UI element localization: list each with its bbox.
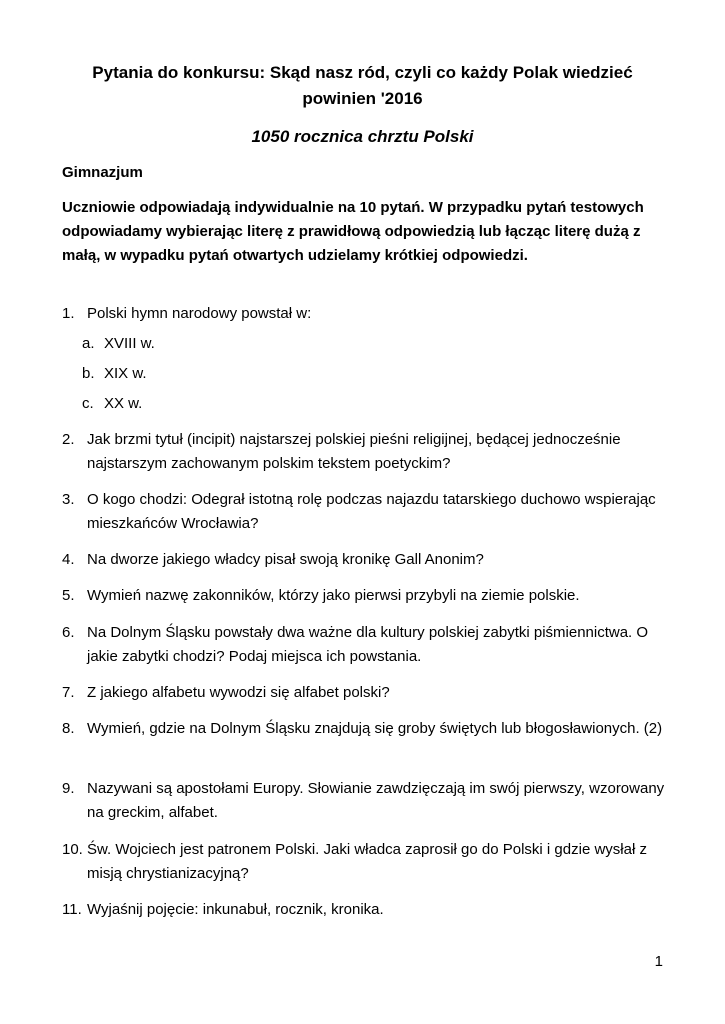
question-number: 4.: [62, 551, 75, 568]
question-text: Na dworze jakiego władcy pisał swoją kronikę Gall Anonim?: [87, 551, 484, 568]
question-item: [62, 681, 667, 705]
question-number: 8.: [62, 720, 75, 737]
page-number: 1: [654, 953, 663, 970]
option-letter: a.: [82, 335, 95, 352]
question-number: 3.: [62, 491, 75, 508]
question-item: [62, 621, 667, 669]
question-text: Jak brzmi tytuł (incipit) najstarszej polskiej pieśni religijnej, będącej jednocześnie najstarszym zachowanym polskim tekstem poetyckim?: [87, 431, 621, 472]
question-item: [62, 717, 667, 741]
answer-option: [82, 392, 142, 416]
question-item: [62, 488, 667, 536]
question-item: [62, 548, 667, 572]
question-text: Z jakiego alfabetu wywodzi się alfabet polski?: [87, 684, 390, 701]
question-text: Polski hymn narodowy powstał w:: [87, 305, 312, 322]
question-text: Wymień nazwę zakonników, którzy jako pierwsi przybyli na ziemie polskie.: [87, 587, 580, 604]
option-text: XIX w.: [104, 365, 147, 382]
option-text: XVIII w.: [104, 335, 155, 352]
school-level-heading: Gimnazjum: [62, 164, 143, 181]
option-letter: b.: [82, 365, 95, 382]
option-letter: c.: [82, 395, 94, 412]
question-number: 1.: [62, 305, 75, 322]
question-text: Na Dolnym Śląsku powstały dwa ważne dla kultury polskiej zabytki piśmiennictwa. O jakie zabytki chodzi? Podaj miejsca ich powstania.: [87, 624, 649, 665]
question-number: 11.: [62, 901, 82, 918]
answer-option: [82, 362, 147, 386]
question-text: Św. Wojciech jest patronem Polski. Jaki władca zaprosił go do Polski i gdzie wysłał z misją chrystianizacyjną?: [87, 841, 647, 882]
question-number: 9.: [62, 780, 75, 797]
answer-option: [82, 332, 155, 356]
question-item: [62, 898, 667, 922]
instructions-paragraph: Uczniowie odpowiadają indywidualnie na 10 pytań. W przypadku pytań testowych odpowiadamy wybierając literę z prawidłową odpowiedzią lub łącząc literę dużą z małą, w wypadku pytań otwartych udzielamy krótkiej odpowiedzi.: [62, 199, 644, 264]
question-text: Wyjaśnij pojęcie: inkunabuł, rocznik, kronika.: [87, 901, 384, 918]
question-number: 10.: [62, 841, 83, 858]
question-number: 6.: [62, 624, 75, 641]
question-number: 7.: [62, 684, 75, 701]
option-text: XX w.: [104, 395, 143, 412]
question-item: [62, 584, 667, 608]
document-title: Pytania do konkursu: Skąd nasz ród, czyli co każdy Polak wiedzieć powinien '2016: [92, 63, 633, 108]
document-subtitle: 1050 rocznica chrztu Polski: [251, 127, 474, 146]
question-text: O kogo chodzi: Odegrał istotną rolę podczas najazdu tatarskiego duchowo wspierając mieszkańców Wrocławia?: [87, 491, 656, 532]
question-text: Wymień, gdzie na Dolnym Śląsku znajdują się groby świętych lub błogosławionych. (2): [87, 720, 663, 737]
question-item: [62, 302, 667, 326]
question-number: 2.: [62, 431, 75, 448]
question-item: [62, 428, 667, 476]
question-item: [62, 777, 667, 825]
question-text: Nazywani są apostołami Europy. Słowianie zawdzięczają im swój pierwszy, wzorowany na greckim, alfabet.: [87, 780, 665, 821]
question-number: 5.: [62, 587, 75, 604]
question-item: [62, 838, 667, 886]
